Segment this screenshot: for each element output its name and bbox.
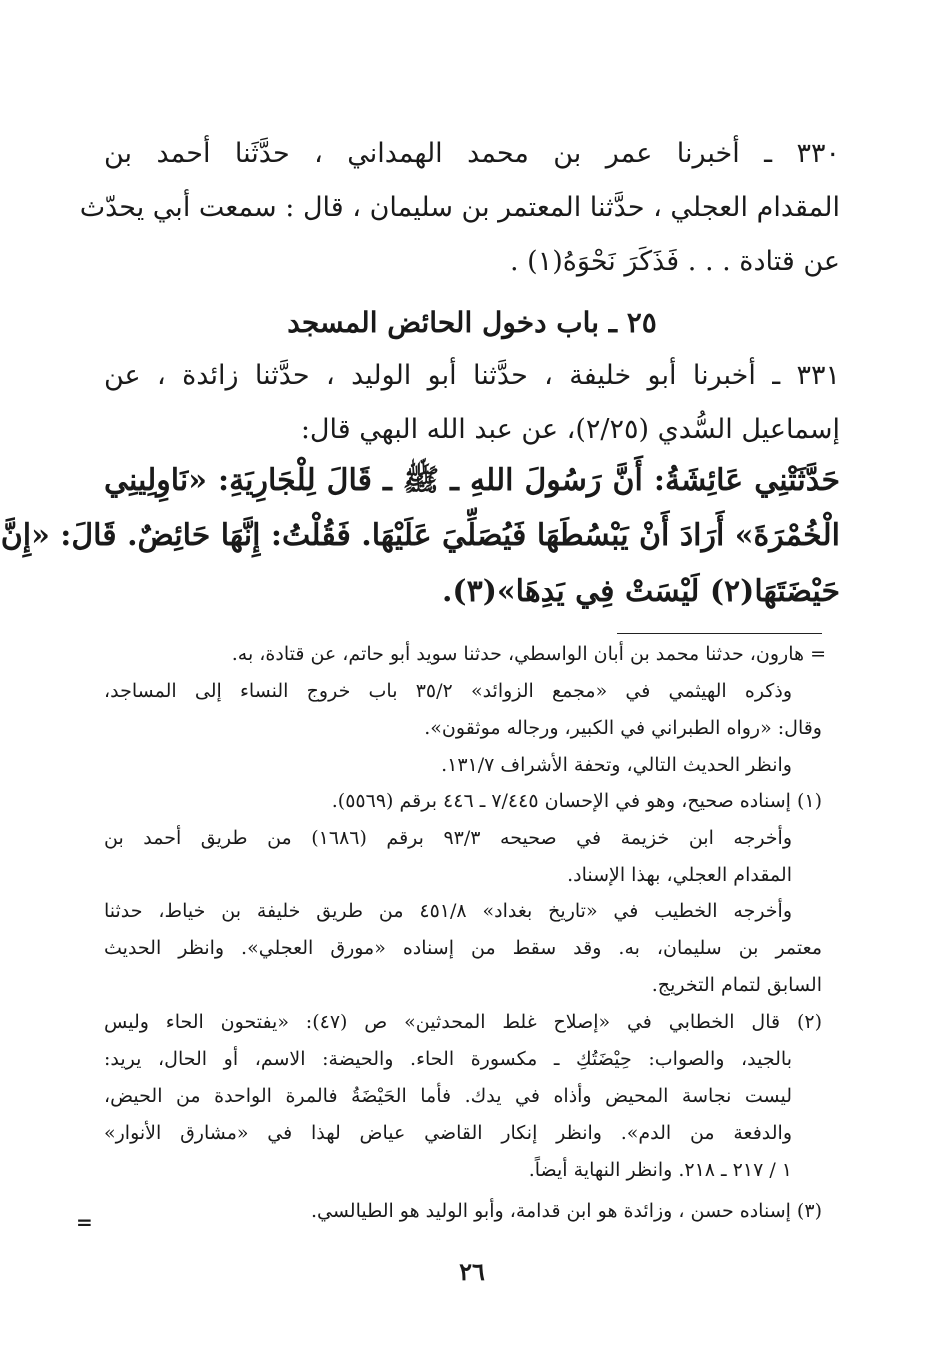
footnote-continued-line-2: وذكره الهيثمي في «مجمع الزوائد» ٣٥/٢ باب خروج النساء إلى المساجد، — [104, 680, 792, 702]
hadith-331-line-1: ٣٣١ ـ أخبرنا أبو خليفة ، حدَّثنا أبو الوليد ، حدَّثنا زائدة ، عن — [104, 360, 840, 391]
footnote-1-line-6: السابق لتمام التخريج. — [651, 974, 822, 996]
hadith-331-line-3: حَدَّثَتْنِي عَائِشَةُ: أَنَّ رَسُولَ اللهِ ـ ﷺ ـ قَالَ لِلْجَارِيَةِ: «نَاوِلِينِي — [104, 463, 840, 498]
footnote-1-line-1: (١) إسناده صحيح، وهو في الإحسان ٧/٤٤٥ ـ ٤٤٦ برقم (٥٥٦٩). — [331, 790, 822, 812]
footnote-2-line-1: (٢) قال الخطابي في «إصلاح غلط المحدثين» ص (٤٧): «يفتحون الحاء وليس — [104, 1011, 822, 1033]
footnote-1-line-2: وأخرجه ابن خزيمة في صحيحه ٩٣/٣ برقم (١٦٨٦) من طريق أحمد بن — [104, 827, 792, 849]
footnote-continued-line-3: وقال: «رواه الطبراني في الكبير، ورجاله موثقون». — [424, 717, 822, 739]
footnote-continued-line-4: وانظر الحديث التالي، وتحفة الأشراف ١٣١/٧. — [441, 754, 792, 776]
hadith-331-line-2: إسماعيل السُّدي (٢/٢٥)، عن عبد الله البهي قال: — [300, 414, 840, 445]
footnote-2-line-2: بالجيد، والصواب: حِيْضَتُكِ ـ مكسورة الحاء. والحيضة: الاسم، أو الحال، يريد: — [104, 1048, 792, 1070]
footnote-1-line-4: وأخرجه الخطيب في «تاريخ بغداد» ٤٥١/٨ من طريق خليفة بن خياط، حدثنا — [104, 900, 793, 922]
footnote-3-line-1: (٣) إسناده حسن ، وزائدة هو ابن قدامة، وأبو الوليد هو الطيالسي. — [310, 1200, 822, 1222]
page-number: ٢٦ — [459, 1257, 485, 1286]
continuation-mark: = — [76, 1210, 93, 1234]
footnote-continued-line-1: = هارون، حدثنا محمد بن أبان الواسطي، حدثنا سويد أبو حاتم، عن قتادة، به. — [231, 643, 826, 665]
hadith-331-line-5: حَيْضَتَهَا(٢) لَيْسَتْ فِي يَدِهَا»(٣). — [441, 574, 840, 609]
hadith-330-line-3: عن قتادة . . . فَذَكَرَ نَحْوَهُ(١) . — [510, 246, 840, 277]
footnote-2-line-4: والدفعة من الدم». وانظر إنكار القاضي عياض لهذا في «مشارق الأنوار» — [104, 1122, 792, 1144]
footnote-1-line-5: معتمر بن سليمان، به. وقد سقط من إسناده «مورق العجلي». وانظر الحديث — [104, 937, 822, 959]
footnote-1-line-3: المقدام العجلي، بهذا الإسناد. — [567, 864, 792, 886]
hadith-330-line-1: ٣٣٠ ـ أخبرنا عمر بن محمد الهمداني ، حدَّثَنا أحمد بن — [104, 138, 840, 169]
footnote-separator — [617, 633, 822, 634]
footnote-2-line-5: ١ / ٢١٧ ـ ٢١٨. وانظر النهاية أيضاً. — [528, 1159, 792, 1181]
hadith-331-line-4: الْخُمْرَةَ» أَرَادَ أَنْ يَبْسُطَهَا فَيُصَلِّيَ عَلَيْهَا. فَقُلْتُ: إِنَّهَا حَائِضٌ. قَالَ: «إِنَّ — [0, 518, 840, 553]
hadith-330-line-2: المقدام العجلي ، حدَّثنا المعتمر بن سليمان ، قال : سمعت أبي يحدّث — [79, 192, 840, 223]
footnote-2-line-3: ليست نجاسة المحيض وأذاه في يدك. فأما الحَيْضَةُ فالمرة الواحدة من الحيض، — [104, 1085, 792, 1107]
chapter-heading: ٢٥ ـ باب دخول الحائض المسجد — [287, 306, 657, 339]
